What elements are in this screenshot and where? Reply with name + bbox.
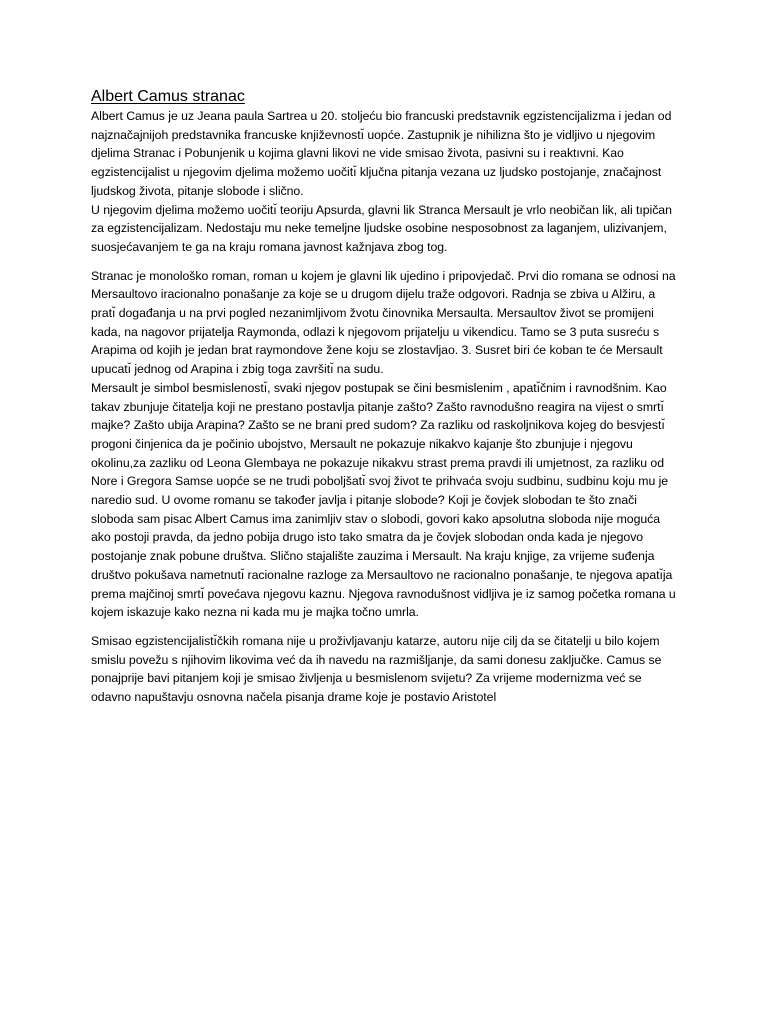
paragraph-mersault: Mersault je simbol besmislenostı̆, svaki njegov postupak se čini besmislenim , apatı̆čnim i ravnodšnim. Kao takav zbunjuje čitatelja koji ne prestano postavlja pitanje zašto? Zašto ravnodušno reagira na vijest o smrtı̆ majke? Zašto ubija Arapina? Zašto se ne brani pred sudom? Za razliku od raskoljnikova kojeg do besvjestı̆ progoni činjenica da je počinio ubojstvo, Mersault ne pokazuje nikakvo kajanje što zbunjuje i njegovu okolinu,za zazliku od Leona Glembaya ne pokazuje nikakvu strast prema pravdi ili umjetnost, za razliku od Nore i Gregora Samse uopće se ne trudi poboljšatı̆ svoj život te prihvaća svoju sudbinu, sudbinu koju mu je naredio sud. U ovome romanu se također javlja i pitanje slobode? Koji je čovjek slobodan te što znači sloboda sam pisac Albert Camus ima zanimljiv stav o slobodi, govori kako apsolutna sloboda nije moguća ako postoji pravda, da jedno pobija drugo isto tako smatra da je čovjek slobodan onda kada je njegovo postojanje znak pobune društva. Slično stajalište zauzima i Mersault. Na kraju knjige, za vrijeme suđenja društvo pokušava nametnutı̆ racionalne razloge za Mersaultovo ne racionalno ponašanje, te njegova apatı̆ja prema majčinoj smrtı̆ povećava njegovu kaznu. Njegova ravnodušnost vidljiva je iz samog početka romana u kojem iskazuje kako nezna ni kada mu je majka točno umrla. — [91, 380, 676, 620]
paragraph-gap — [91, 257, 681, 267]
document-page — [91, 87, 681, 707]
paragraph-plot: Stranac je monološko roman, roman u kojem je glavni lik ujedino i pripovjedač. Prvi dio romana se odnosi na Mersaultovo iracionalno ponašanje za koje se u drugom dijelu traže odgovori. Radnja se zbiva u Alžiru, a pratı̆ događanja u na prvi pogled nezanimljivom žvotu činovnika Mersaulta. Mersaultov život se promijeni kada, na nagovor prijatelja Raymonda, odlazi k njegovom prijatelju u vikendicu. Tamo se 3 puta susreću s Arapima od kojih je jedan brat raymondove žene koju se zlostavljao. 3. Susret biri će koban te će Mersault upucatı̆ jednog od Arapina i zbig toga završitı̆ na sudu. — [91, 268, 676, 377]
paragraph-conclusion: Smisao egzistencijalistı̆čkih romana nije u proživljavanju katarze, autoru nije cilj da se čitatelji u bilo kojem smislu povežu s njihovim likovima već da ih navedu na razmišljanje, da sami donesu zaključke. Camus se ponajprije bavi pitanjem koji je smisao življenja u besmislenom svijetu? Za vrijeme modernizma već se odavno napuštavju osnovna načela pisanja drame koje je postavio Aristotel — [91, 633, 662, 705]
paragraph-apsurd: U njegovim djelima možemo uočitı̆ teoriju Apsurda, glavni lik Stranca Mersault je vrlo neobičan lik, ali tıpičan za egzistencijalizam. Nedostaju mu neke temeljne ljudske osobine nesposobnost za laganjem, ulizivanjem, suosjećavanjem te ga na kraju romana javnost kažnjava zbog tog. — [91, 202, 672, 254]
paragraph-intro: Albert Camus je uz Jeana paula Sartrea u 20. stoljeću bio francuski predstavnik egzistencijalizma i jedan od najznačajnijoh predstavnika francuske književnostı̆ uopće. Zastupnik je nihilizna što je vidljivo u njegovim djelima Stranac i Pobunjenik u kojima glavni likovi ne vide smisao života, pasivni su i reaktıvni. Kao egzistencijalist u njegovim djelima možemo uočitı̆ ključna pitanja vezana uz ljudsko postojanje, značajnost ljudskog života, pitanje slobode i slično. — [91, 109, 672, 198]
document-title: Albert Camus stranac — [91, 88, 245, 105]
paragraph-gap — [91, 622, 681, 632]
